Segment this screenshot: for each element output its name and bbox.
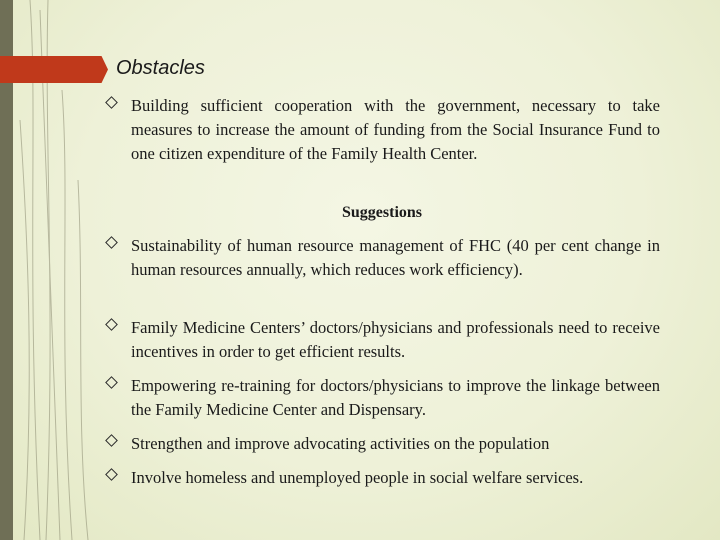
diamond-bullet-icon (105, 96, 118, 109)
bullet-text: Family Medicine Centers’ doctors/physicians and professionals need to receive incentives in order to get efficient results. (131, 318, 660, 361)
diamond-bullet-icon (105, 236, 118, 249)
diamond-bullet-icon (105, 468, 118, 481)
bullet-text: Building sufficient cooperation with the government, necessary to take measures to increase the amount of funding from the Social Insurance Fund to one citizen expenditure of the Family Health Center. (131, 96, 660, 163)
obstacle-bullet (104, 94, 660, 166)
slide-title: Obstacles (116, 57, 205, 79)
diamond-bullet-icon (105, 434, 118, 447)
suggestion-bullet (104, 466, 660, 490)
bullet-text: Empowering re-training for doctors/physicians to improve the linkage between the Family Medicine Center and Dispensary. (131, 376, 660, 419)
suggestion-bullet (104, 432, 660, 456)
suggestion-bullet (104, 234, 660, 282)
suggestion-bullet (104, 316, 660, 364)
bullet-text: Involve homeless and unemployed people in social welfare services. (131, 468, 584, 487)
bullet-text: Sustainability of human resource management of FHC (40 per cent change in human resources annually, which reduces work efficiency). (131, 236, 660, 279)
diamond-bullet-icon (105, 318, 118, 331)
suggestions-heading: Suggestions (341, 204, 423, 221)
title-accent-tab (0, 56, 108, 83)
bullet-text: Strengthen and improve advocating activities on the population (131, 434, 550, 453)
suggestion-bullet (104, 374, 660, 422)
diamond-bullet-icon (105, 376, 118, 389)
